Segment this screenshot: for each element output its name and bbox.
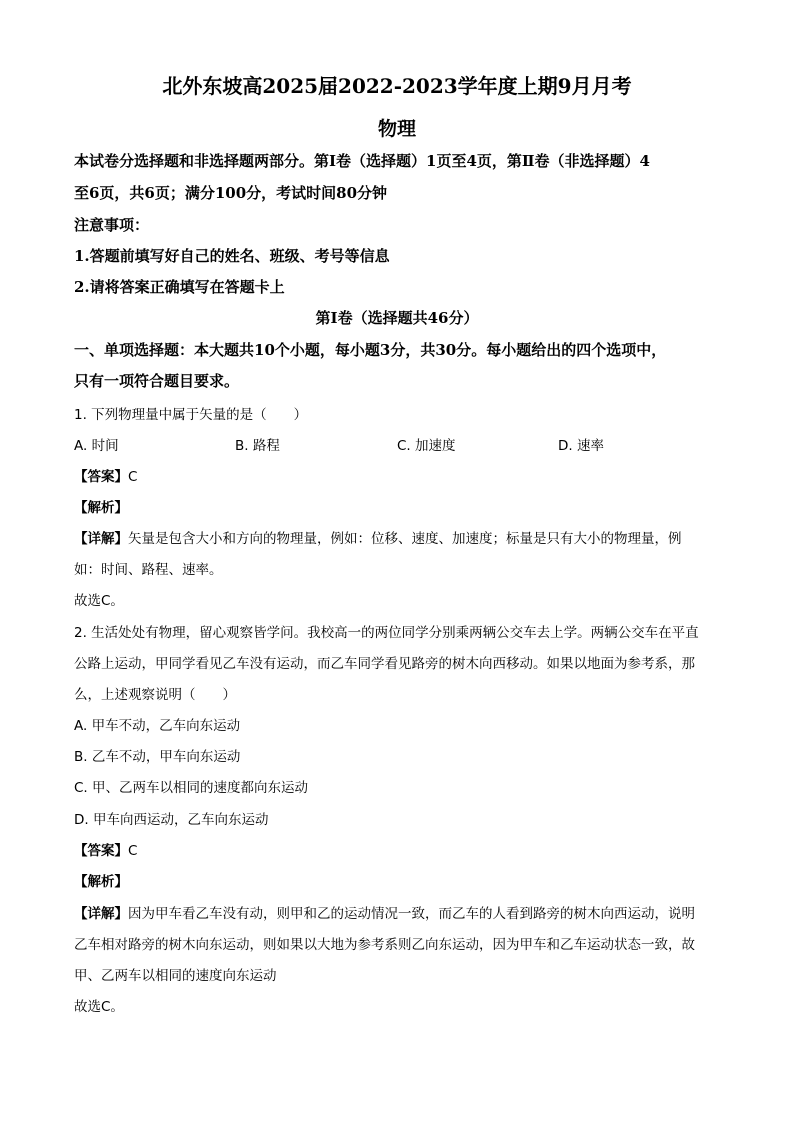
q2-detail-text-1: 因为甲车看乙车没有动，则甲和乙的运动情况一致，而乙车的人看到路旁的树木向西运动，说明	[128, 906, 695, 922]
q1-detail-line-2: 如：时间、路程、速率。	[74, 562, 223, 578]
q2-option-d: D. 甲车向西运动，乙车向东运动	[74, 812, 269, 828]
q1-detail-tag: 【详解】	[74, 531, 128, 547]
q1-answer-value: C	[128, 469, 138, 485]
q1-answer	[74, 465, 724, 485]
q2-answer-value: C	[128, 843, 138, 859]
q1-option-b: B. 路程	[235, 438, 280, 454]
q2-conclusion: 故选C。	[74, 999, 124, 1015]
q2-option-c: C. 甲、乙两车以相同的速度都向东运动	[74, 780, 309, 796]
q2-detail-line-2: 乙车相对路旁的树木向东运动，则如果以大地为参考系则乙向东运动，因为甲车和乙车运动状态一致，故	[74, 937, 695, 953]
exam-title: 北外东坡高2025届2022-2023学年度上期9月月考	[162, 74, 632, 98]
q1-analysis-tag: 【解析】	[74, 500, 128, 516]
q1-detail-text-1: 矢量是包含大小和方向的物理量，例如：位移、速度、加速度；标量是只有大小的物理量，例	[128, 531, 682, 547]
intro-line-2: 至6页，共6页；满分100分，考试时间80分钟	[74, 184, 388, 202]
q2-stem-line-1: 2. 生活处处有物理，留心观察皆学问。我校高一的两位同学分别乘两辆公交车去上学。两辆公交车在平直	[74, 625, 699, 641]
q1-option-c: C. 加速度	[397, 438, 456, 454]
part-heading-line-1: 一、单项选择题：本大题共10个小题，每小题3分，共30分。每小题给出的四个选项中，	[74, 341, 667, 359]
q2-stem-line-2: 公路上运动，甲同学看见乙车没有运动，而乙车同学看见路旁的树木向西移动。如果以地面为参考系，那	[74, 656, 695, 672]
q2-detail-line-1	[74, 902, 724, 922]
q2-detail-line-3: 甲、乙两车以相同的速度向东运动	[74, 968, 277, 984]
q1-answer-tag: 【答案】	[74, 469, 128, 485]
q2-analysis-tag: 【解析】	[74, 874, 128, 890]
notice-item-1: 1.答题前填写好自己的姓名、班级、考号等信息	[74, 247, 390, 265]
q2-detail-tag: 【详解】	[74, 906, 128, 922]
q2-answer-tag: 【答案】	[74, 843, 128, 859]
q1-conclusion: 故选C。	[74, 593, 124, 609]
notice-title: 注意事项：	[74, 216, 150, 234]
section-title: 第Ⅰ卷（选择题共46分）	[315, 309, 479, 327]
notice-item-2: 2.请将答案正确填写在答题卡上	[74, 278, 285, 296]
q1-stem: 1. 下列物理量中属于矢量的是（ ）	[74, 407, 308, 423]
q2-answer	[74, 839, 724, 859]
intro-line-1: 本试卷分选择题和非选择题两部分。第Ⅰ卷（选择题）1页至4页，第Ⅱ卷（非选择题）4	[74, 152, 650, 170]
q1-detail-line-1	[74, 527, 724, 547]
part-heading-line-2: 只有一项符合题目要求。	[74, 372, 240, 390]
q1-option-a: A. 时间	[74, 438, 119, 454]
subject-title: 物理	[377, 118, 416, 140]
q1-option-d: D. 速率	[558, 438, 604, 454]
q2-option-a: A. 甲车不动，乙车向东运动	[74, 718, 241, 734]
q2-option-b: B. 乙车不动，甲车向东运动	[74, 749, 241, 765]
q2-stem-line-3: 么，上述观察说明（ ）	[74, 687, 236, 703]
